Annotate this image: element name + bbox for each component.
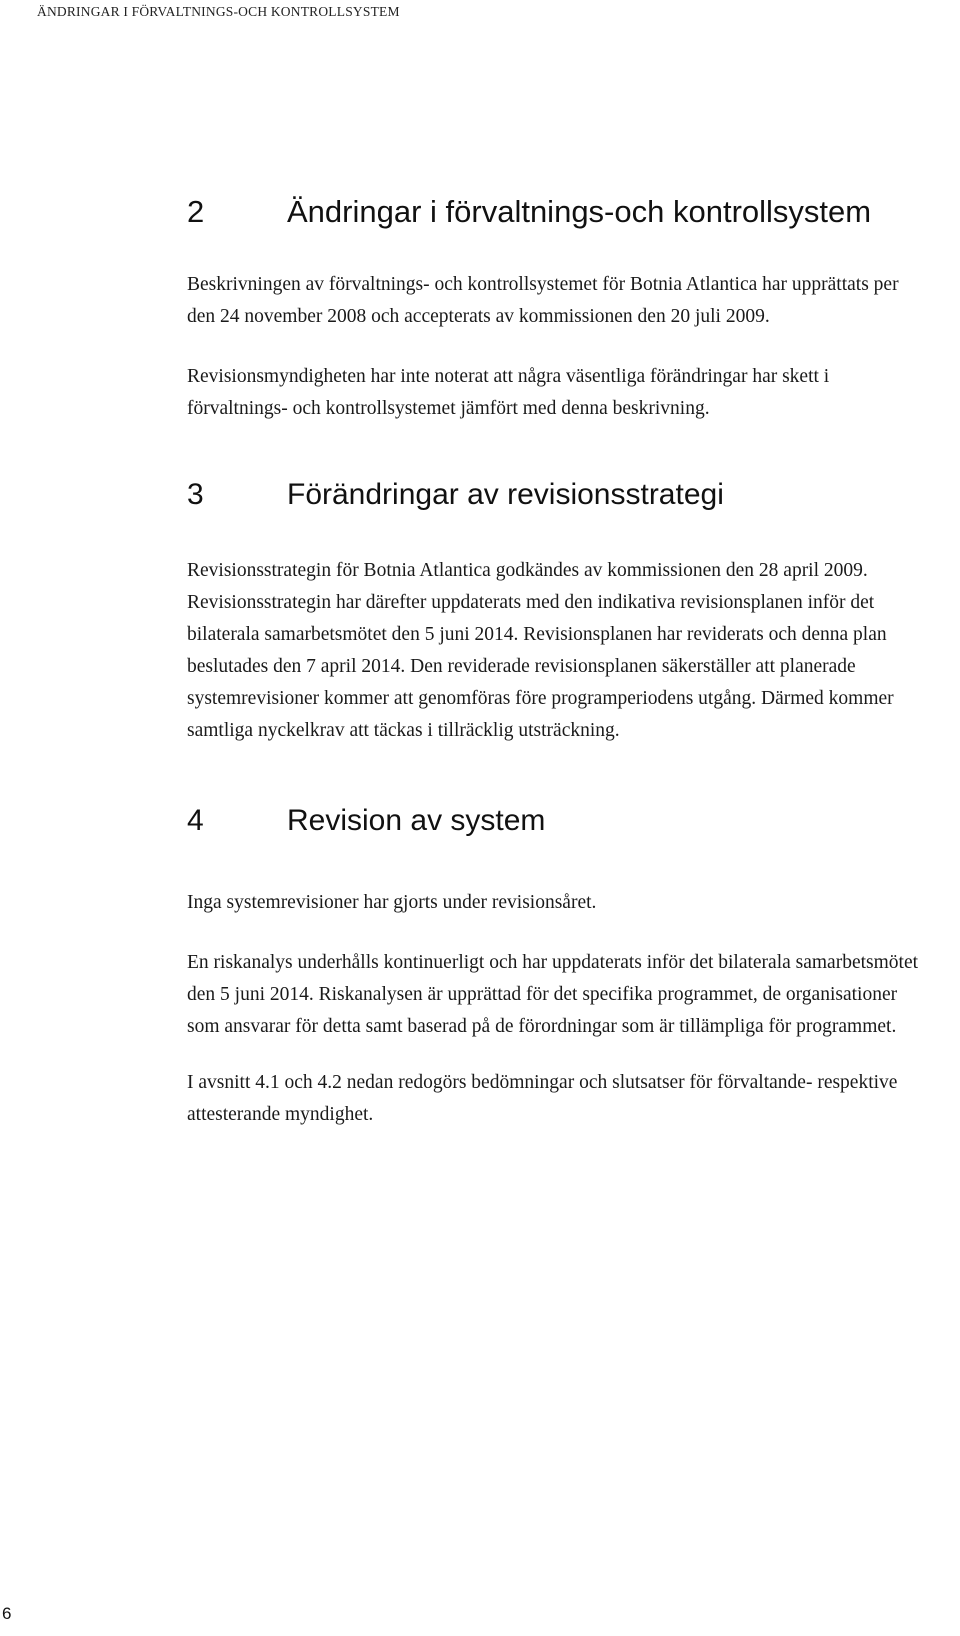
- section-2-title: Ändringar i förvaltnings-och kontrollsystem: [287, 194, 872, 229]
- section-4-heading: [187, 801, 927, 841]
- section-2-paragraph-2: Revisionsmyndigheten har inte noterat att några väsentliga förändringar har skett i förvaltnings- och kontrollsystemet jämfört med denna beskrivning.: [187, 366, 830, 419]
- section-2-heading: [187, 190, 927, 233]
- section-3-title: Förändringar av revisionsstrategi: [287, 478, 724, 511]
- section-4-number: 4: [187, 804, 204, 837]
- section-4-paragraph-3: I avsnitt 4.1 och 4.2 nedan redogörs bedömningar och slutsatser för förvaltande- respektive attesterande myndighet.: [187, 1072, 898, 1125]
- section-3-heading: [187, 475, 927, 515]
- document-body: [187, 190, 927, 1131]
- page-number: 6: [2, 1604, 12, 1623]
- section-4-paragraph-1: Inga systemrevisioner har gjorts under revisionsåret.: [187, 892, 597, 913]
- section-3-number: 3: [187, 478, 204, 511]
- section-2-number: 2: [187, 194, 205, 229]
- section-3-paragraph-1: Revisionsstrategin för Botnia Atlantica godkändes av kommissionen den 28 april 2009. Revisionsstrategin har därefter uppdaterats med den indikativa revisionsplanen inför det bilaterala samarbetsmötet den 5 juni 2014. Revisionsplanen har reviderats och denna plan beslutades den 7 april 2014. Den reviderade revisionsplanen säkerställer att planerade systemrevisioner kommer att genomföras före programperiodens utgång. Därmed kommer samtliga nyckelkrav att täckas i tillräcklig utsträckning.: [187, 560, 894, 741]
- section-2-paragraph-1: Beskrivningen av förvaltnings- och kontrollsystemet för Botnia Atlantica har upprättats per den 24 november 2008 och accepterats av kommissionen den 20 juli 2009.: [187, 274, 899, 327]
- running-header: ÄNDRINGAR I FÖRVALTNINGS-OCH KONTROLLSYSTEM: [37, 4, 400, 19]
- section-4-paragraph-2: En riskanalys underhålls kontinuerligt och har uppdaterats inför det bilaterala samarbetsmötet den 5 juni 2014. Riskanalysen är upprättad för det specifika programmet, de organisationer som ansvarar för detta samt baserad på de förordningar som är tillämpliga för programmet.: [187, 952, 919, 1037]
- section-4-title: Revision av system: [287, 804, 546, 837]
